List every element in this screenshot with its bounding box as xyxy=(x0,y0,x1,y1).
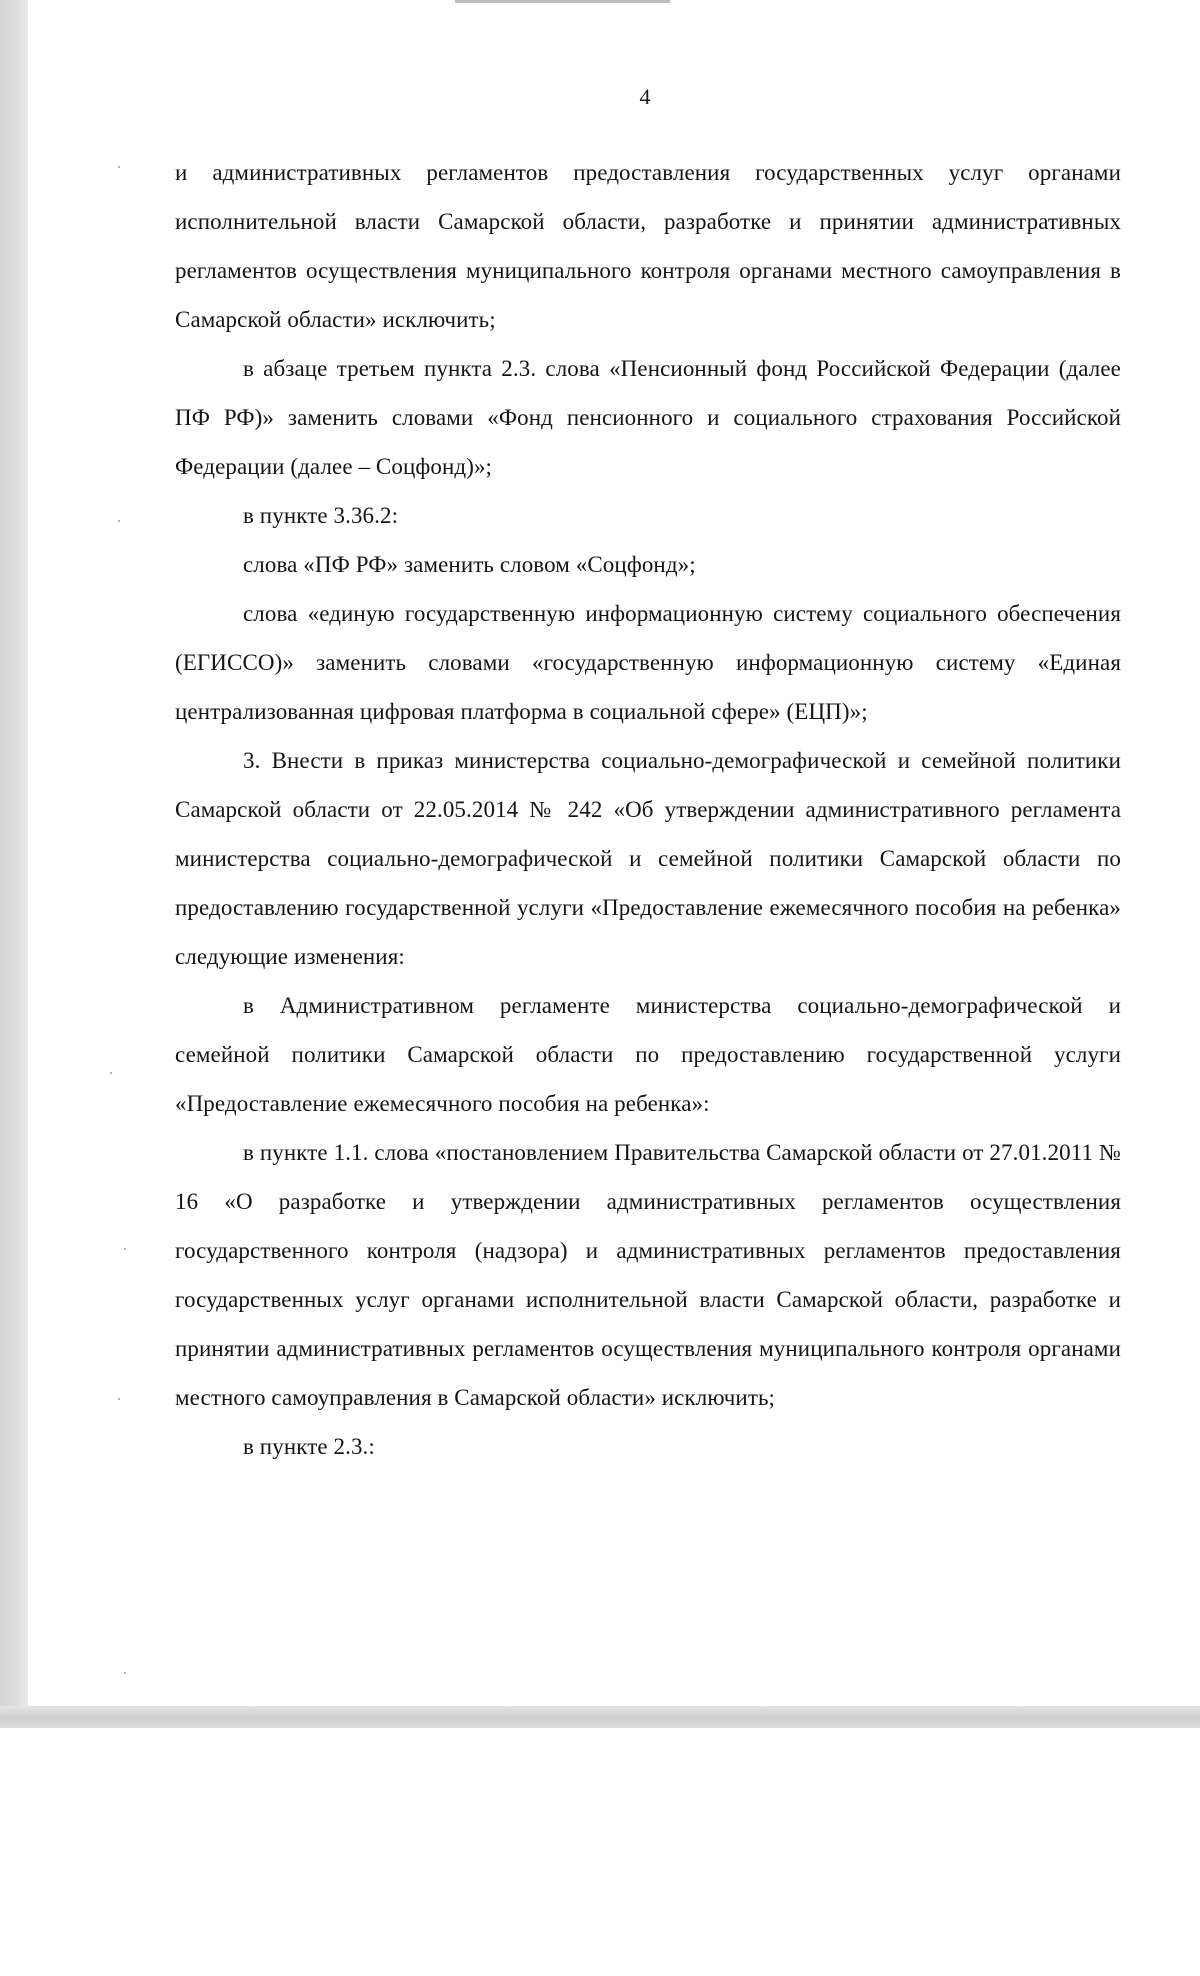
paragraph-item-1-1: в пункте 1.1. слова «постановлением Правительства Самарской области от 27.01.2011 № 16 «О разработке и утверждении административных регламентов осуществления государственного контроля (надзора) и административных регламентов предоставления государственных услуг органами исполнительной власти Самарской области, разработке и принятии административных регламентов осуществления муниципального контроля органами местного самоуправления в Самарской области» исключить; xyxy=(175,1140,1121,1410)
scan-bottom-edge-shadow xyxy=(0,1706,1200,1728)
paragraph-clause-3: 3. Внести в приказ министерства социально-демографической и семейной политики Самарской области от 22.05.2014 № 242 «Об утверждении административного регламента министерства социально-демографической и семейной политики Самарской области по предоставлению государственной услуги «Предоставление ежемесячного пособия на ребенка» следующие изменения: xyxy=(175,748,1121,969)
paragraph-pension-fund-replacement: в абзаце третьем пункта 2.3. слова «Пенсионный фонд Российской Федерации (далее ПФ РФ)» заменить словами «Фонд пенсионного и социального страхования Российской Федерации (далее – Соцфонд)»; xyxy=(175,356,1121,479)
paragraph-item-3-36-2: в пункте 3.36.2: xyxy=(243,503,399,528)
paragraph-pf-rf-replacement: слова «ПФ РФ» заменить словом «Соцфонд»; xyxy=(243,552,696,577)
paragraph-egisso-replacement: слова «единую государственную информационную систему социального обеспечения (ЕГИССО)» заменить словами «государственную информационную систему «Единая централизованная цифровая платформа в социальной сфере» (ЕЦП)»; xyxy=(175,601,1121,724)
document-body xyxy=(175,148,1121,1471)
paragraph-continuation: и административных регламентов предоставления государственных услуг органами исполнительной власти Самарской области, разработке и принятии административных регламентов осуществления муниципального контроля органами местного самоуправления в Самарской области» исключить; xyxy=(175,160,1121,332)
paragraph-item-2-3: в пункте 2.3.: xyxy=(243,1434,375,1459)
paragraph-administrative-regulation: в Административном регламенте министерства социально-демографической и семейной политики Самарской области по предоставлению государственной услуги «Предоставление ежемесячного пособия на ребенка»: xyxy=(175,993,1121,1116)
page-number: 4 xyxy=(639,84,651,109)
